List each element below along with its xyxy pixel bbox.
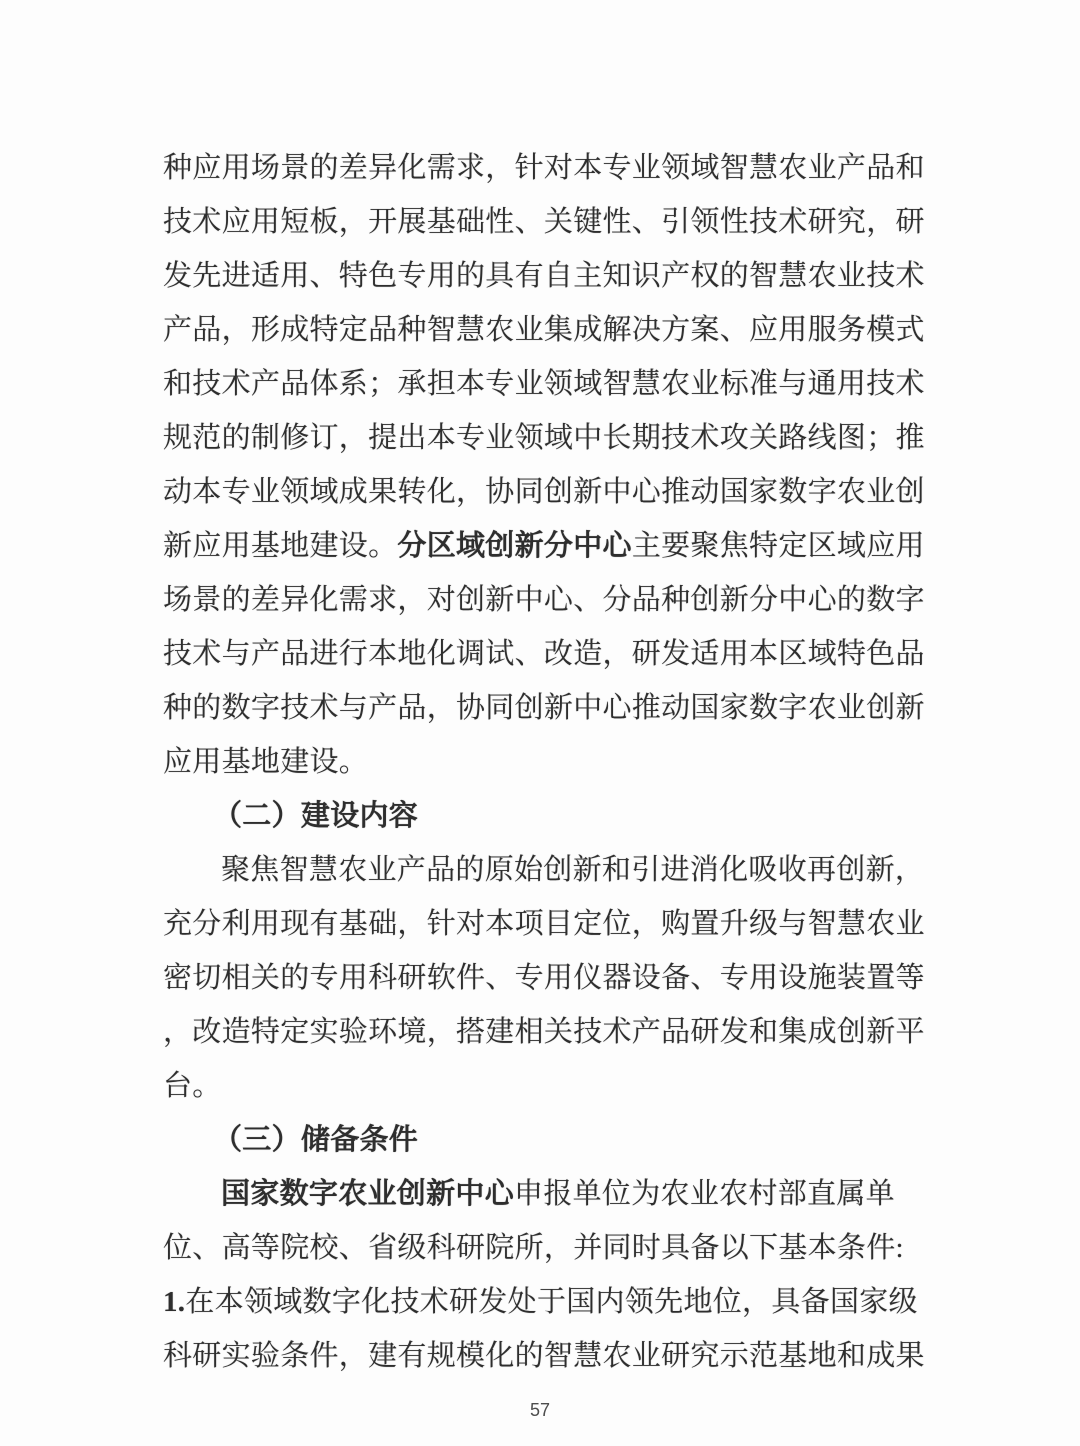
text-line xyxy=(163,303,925,357)
text-segment: 位、高等院校、省级科研院所，并同时具备以下基本条件: xyxy=(163,1232,904,1264)
text-line xyxy=(163,141,925,195)
text-segment: 应用基地建设。 xyxy=(163,746,369,778)
text-segment: 场景的差异化需求，对创新中心、分品种创新分中心的数字 xyxy=(163,584,925,616)
bold-term: 分区域创新分中心 xyxy=(397,530,632,562)
text-line xyxy=(163,1113,925,1167)
text-segment: 产品，形成特定品种智慧农业集成解决方案、应用服务模式 xyxy=(163,314,925,346)
text-segment: 台。 xyxy=(163,1070,222,1102)
bold-term: 1. xyxy=(163,1286,186,1318)
text-line xyxy=(163,1167,925,1221)
heading-section-3 xyxy=(163,1113,925,1167)
text-line xyxy=(163,1059,925,1113)
text-line xyxy=(163,1329,925,1383)
text-segment: 技术应用短板，开展基础性、关键性、引领性技术研究，研 xyxy=(163,206,925,238)
text-line xyxy=(163,843,925,897)
text-line xyxy=(163,1275,925,1329)
text-line xyxy=(163,789,925,843)
text-line xyxy=(163,465,925,519)
paragraph-reserve-conditions xyxy=(163,1167,925,1275)
bold-term: （二）建设内容 xyxy=(213,800,419,832)
text-segment: 在本领域数字化技术研发处于国内领先地位，具备国家级 xyxy=(185,1286,918,1318)
text-segment: 充分利用现有基础，针对本项目定位，购置升级与智慧农业 xyxy=(163,908,925,940)
text-segment: 聚焦智慧农业产品的原始创新和引进消化吸收再创新， xyxy=(221,854,925,886)
paragraph-condition-1 xyxy=(163,1275,925,1383)
text-segment: 科研实验条件，建有规模化的智慧农业研究示范基地和成果 xyxy=(163,1340,925,1372)
text-segment: 规范的制修订，提出本专业领域中长期技术攻关路线图；推 xyxy=(163,422,925,454)
page-number: 57 xyxy=(529,1400,551,1420)
text-line xyxy=(163,195,925,249)
text-segment: 新应用基地建设。 xyxy=(163,530,398,562)
text-line xyxy=(163,357,925,411)
text-line xyxy=(163,951,925,1005)
text-segment: 申报单位为农业农村部直属单 xyxy=(514,1178,895,1210)
text-segment: 动本专业领域成果转化，协同创新中心推动国家数字农业创 xyxy=(163,476,925,508)
text-segment: 技术与产品进行本地化调试、改造，研发适用本区域特色品 xyxy=(163,638,925,670)
bold-term: （三）储备条件 xyxy=(213,1124,419,1156)
text-segment: 种的数字技术与产品，协同创新中心推动国家数字农业创新 xyxy=(163,692,925,724)
text-line xyxy=(163,681,925,735)
text-line xyxy=(163,411,925,465)
text-segment: 种应用场景的差异化需求，针对本专业领域智慧农业产品和 xyxy=(163,152,925,184)
heading-section-2 xyxy=(163,789,925,843)
text-line xyxy=(163,519,925,573)
document-body xyxy=(163,141,925,1383)
text-segment: 和技术产品体系；承担本专业领域智慧农业标准与通用技术 xyxy=(163,368,925,400)
text-line xyxy=(163,573,925,627)
text-segment: ，改造特定实验环境，搭建相关技术产品研发和集成创新平 xyxy=(163,1016,925,1048)
text-line xyxy=(163,897,925,951)
paragraph-continuation xyxy=(163,141,925,789)
text-segment: 发先进适用、特色专用的具有自主知识产权的智慧农业技术 xyxy=(163,260,925,292)
bold-term: 国家数字农业创新中心 xyxy=(221,1178,515,1210)
text-line xyxy=(163,627,925,681)
text-line xyxy=(163,1221,925,1275)
text-line xyxy=(163,249,925,303)
text-line xyxy=(163,1005,925,1059)
text-line xyxy=(163,735,925,789)
paragraph-construction-content xyxy=(163,843,925,1113)
text-segment: 密切相关的专用科研软件、专用仪器设备、专用设施装置等 xyxy=(163,962,925,994)
text-segment: 主要聚焦特定区域应用 xyxy=(631,530,925,562)
